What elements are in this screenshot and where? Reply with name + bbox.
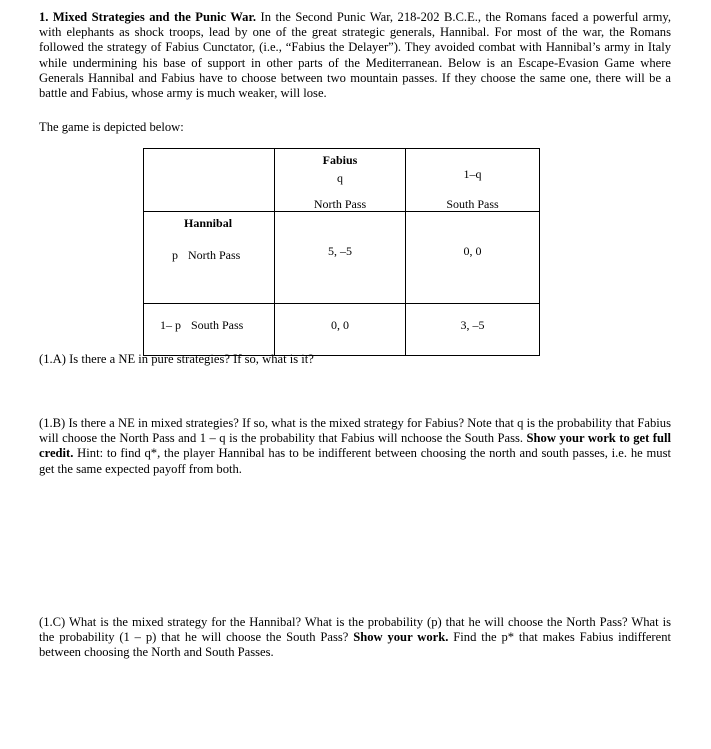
question-1b xyxy=(39,416,671,477)
problem-intro-text: In the Second Punic War, 218-202 B.C.E., the Romans faced a powerful army, with elephants as shock troops, lead by one of the great strategic generals, Hannibal. For most of the war, the Romans followed the strategy of Fabius Cunctator, (i.e., “Fabius the Delayer”). They avoided combat with Hannibal’s army in Italy while undermining his base of support in other parts of the Mediterranean. Below is an Escape-Evasion Game where Generals Hannibal and Fabius have to choose between two mountain passes. If they choose the same one, there will be a battle and Fabius, whose army is much weaker, will lose. xyxy=(39,10,671,101)
problem-title: 1. Mixed Strategies and the Punic War. xyxy=(39,10,257,24)
payoff-cell-ns xyxy=(406,212,540,304)
question-1a: (1.A) Is there a NE in pure strategies? If so, what is it? xyxy=(39,352,314,366)
row-south-prob: 1– p xyxy=(160,318,181,332)
col-north-prob: q xyxy=(337,171,343,185)
payoff-ns: 0, 0 xyxy=(463,244,482,258)
question-1c xyxy=(39,615,671,661)
question-1c-text: (1.C) What is the mixed strategy for the Hannibal? What is the probability (p) that he will choose the North Pass? What is the probability (1 – p) that he will choose the South Pass? xyxy=(39,615,671,645)
col-header-north xyxy=(275,149,406,212)
col-south-prob: 1–q xyxy=(463,167,482,181)
payoff-cell-nn xyxy=(275,212,406,304)
problem-intro xyxy=(39,10,671,101)
payoff-sn: 0, 0 xyxy=(331,318,349,332)
payoff-ss: 3, –5 xyxy=(460,318,485,332)
payoff-nn: 5, –5 xyxy=(328,244,352,258)
row-north-header xyxy=(172,248,240,262)
payoff-cell-ss xyxy=(406,304,540,356)
game-depicted-text: The game is depicted below: xyxy=(39,120,184,134)
row-south-label: South Pass xyxy=(191,318,244,332)
question-1c-bold: Show your work. xyxy=(353,630,449,645)
column-player-name: Fabius xyxy=(322,153,358,167)
col-header-south xyxy=(406,149,540,212)
row-header-north xyxy=(144,212,275,304)
question-1c-hint: Find the p* that makes Fabius indifferent between choosing the North and South Passes. xyxy=(39,630,672,660)
payoff-matrix xyxy=(143,148,540,356)
question-1b-bold: Show your work to get full credit. xyxy=(39,431,671,461)
row-player-name: Hannibal xyxy=(184,216,233,230)
col-south-label: South Pass xyxy=(446,197,499,211)
payoff-cell-sn xyxy=(275,304,406,356)
question-1b-hint: Hint: to find q*, the player Hannibal has to be indifferent between choosing the north and south passes, i.e. he must get the same expected payoff from both. xyxy=(39,446,671,476)
row-north-label: North Pass xyxy=(188,248,241,262)
question-1b-text: (1.B) Is there a NE in mixed strategies? If so, what is the mixed strategy for Fabius? Note that q is the probability that Fabius will choose the North Pass and 1 – q is the probability that Fabius will nchoose the South Pass. xyxy=(39,416,671,446)
row-header-south xyxy=(144,304,275,356)
matrix-corner-cell xyxy=(144,149,275,212)
row-south-header xyxy=(160,318,243,332)
row-north-prob: p xyxy=(172,248,178,262)
col-north-label: North Pass xyxy=(313,197,367,211)
